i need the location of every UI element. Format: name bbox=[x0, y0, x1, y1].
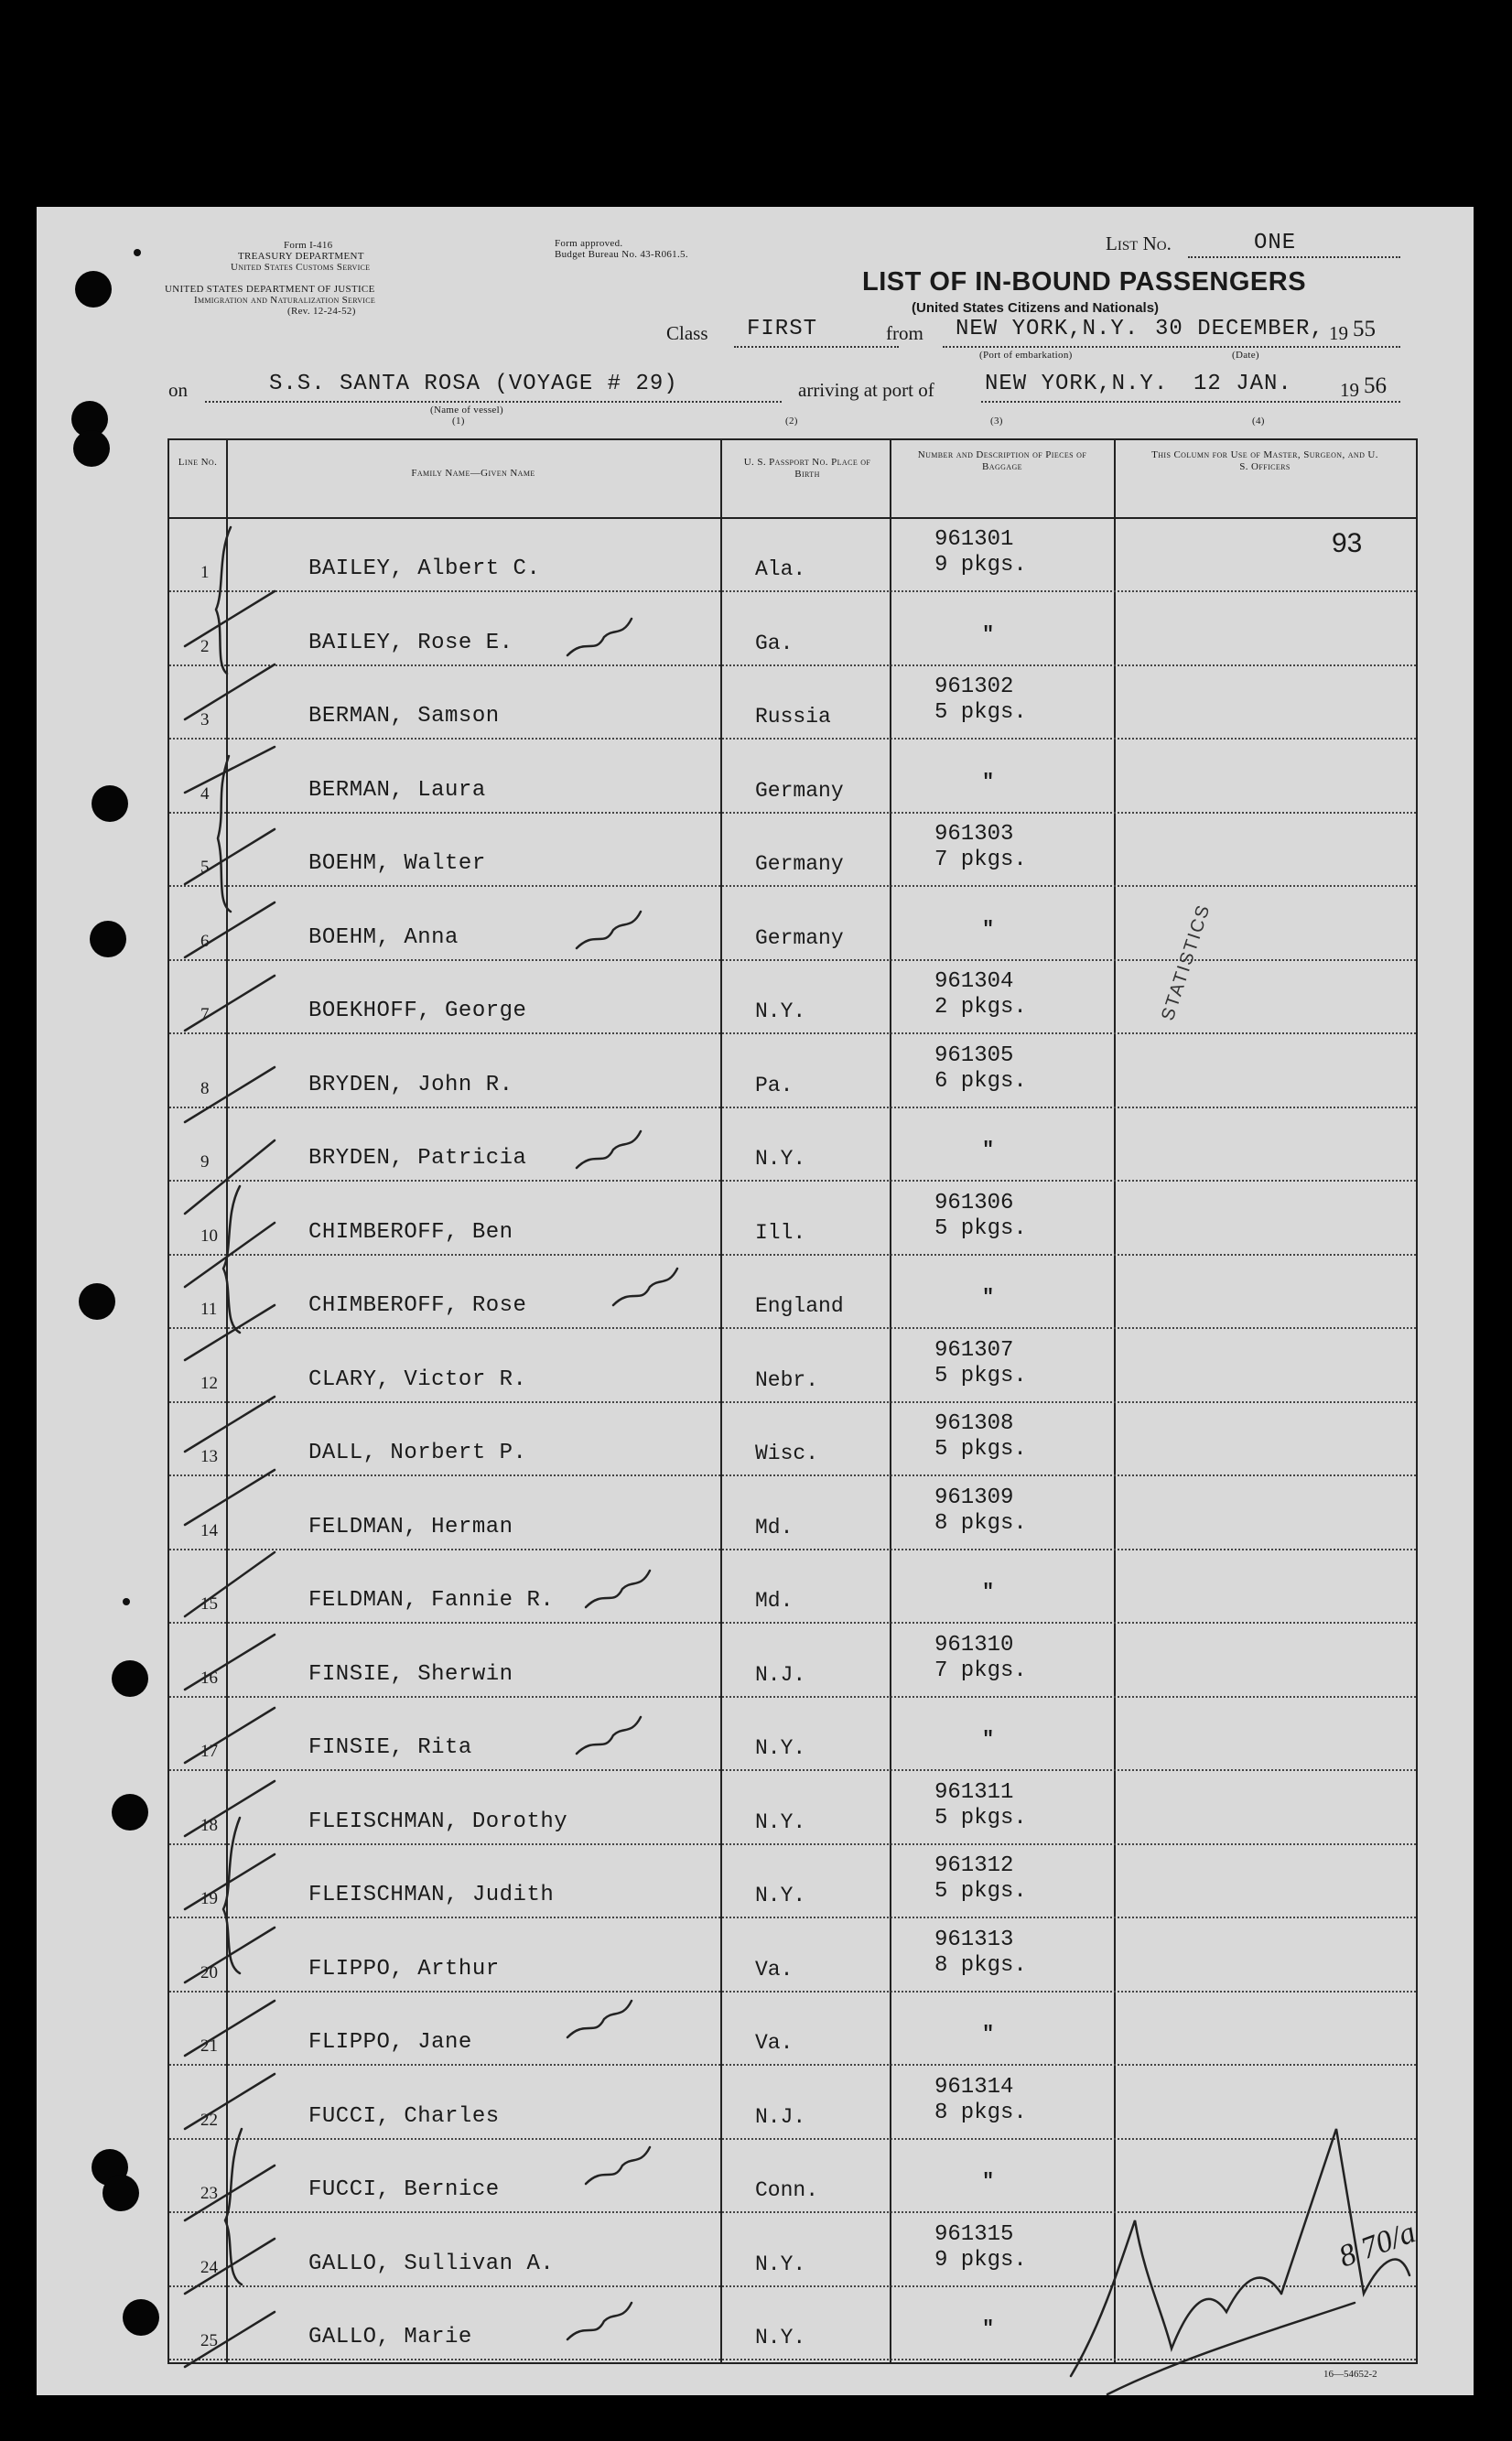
list-no-label: List No. bbox=[1106, 232, 1172, 254]
passenger-name: FLEISCHMAN, Judith bbox=[308, 1883, 555, 1907]
arrival-date: 12 JAN. bbox=[1193, 372, 1292, 396]
passenger-name: CHIMBEROFF, Rose bbox=[308, 1293, 527, 1318]
col-header-officers: This Column for Use of Master, Surgeon, and U. S. Officers bbox=[1151, 449, 1378, 472]
place-of-birth: N.Y. bbox=[755, 2326, 806, 2349]
passenger-name: CHIMBEROFF, Ben bbox=[308, 1219, 513, 1245]
line-number: 23 bbox=[200, 2184, 218, 2203]
from-year-prefix: 19 bbox=[1329, 322, 1348, 344]
place-of-birth: N.J. bbox=[755, 1662, 806, 1687]
baggage-number: 961313 bbox=[934, 1927, 1014, 1952]
place-of-birth: N.Y. bbox=[755, 999, 806, 1023]
place-of-birth: Germany bbox=[755, 925, 844, 950]
line-number: 7 bbox=[200, 1005, 210, 1024]
baggage-description: 5 pkgs. bbox=[934, 1879, 1027, 1904]
place-of-birth: Pa. bbox=[755, 1073, 794, 1097]
baggage-number: 961314 bbox=[934, 2074, 1014, 2100]
line-number: 21 bbox=[200, 2036, 218, 2056]
passenger-name: FUCCI, Charles bbox=[308, 2103, 500, 2129]
place-of-birth: Md. bbox=[755, 1515, 794, 1539]
line-number: 6 bbox=[200, 931, 210, 951]
baggage-number: 961312 bbox=[934, 1853, 1014, 1878]
handwriting-marks bbox=[37, 207, 1474, 2395]
from-port: NEW YORK,N.Y. bbox=[956, 317, 1139, 341]
col-header-passport: U. S. Passport No. Place of Birth bbox=[743, 457, 871, 480]
caption-1: (1) bbox=[452, 416, 465, 427]
place-of-birth: Germany bbox=[755, 778, 844, 803]
customs-service: United States Customs Service bbox=[231, 262, 371, 273]
baggage-description: 9 pkgs. bbox=[934, 2247, 1027, 2273]
baggage-description: 7 pkgs. bbox=[934, 1658, 1027, 1683]
baggage-number: 961315 bbox=[934, 2221, 1014, 2247]
passenger-name: DALL, Norbert P. bbox=[308, 1441, 527, 1465]
officer-number: 93 bbox=[1332, 528, 1363, 558]
place-of-birth: Va. bbox=[755, 1957, 794, 1982]
passenger-name: FINSIE, Rita bbox=[308, 1735, 472, 1760]
bracket-mark bbox=[223, 1186, 240, 1333]
line-number: 24 bbox=[200, 2257, 218, 2277]
place-of-birth: N.Y. bbox=[755, 1147, 806, 1171]
line-number: 16 bbox=[200, 1668, 218, 1688]
arrival-year-prefix: 19 bbox=[1340, 379, 1359, 401]
col-header-line-no: Line No. bbox=[178, 457, 218, 468]
form-approved: Form approved. bbox=[555, 238, 623, 249]
vessel-name: S.S. SANTA ROSA (VOYAGE # 29) bbox=[269, 372, 678, 396]
baggage-description: 2 pkgs. bbox=[934, 995, 1027, 1020]
place-of-birth: N.J. bbox=[755, 2104, 806, 2129]
ditto-mark: " bbox=[982, 1139, 995, 1161]
baggage-number: 961301 bbox=[934, 527, 1014, 552]
ditto-mark: " bbox=[982, 917, 995, 941]
caption-3: (3) bbox=[990, 416, 1003, 427]
place-of-birth: Nebr. bbox=[755, 1367, 819, 1392]
ditto-mark: " bbox=[982, 622, 995, 646]
place-of-birth: Md. bbox=[755, 1589, 794, 1613]
margin-note: 8 70/a bbox=[1334, 2215, 1420, 2274]
place-of-birth: N.Y. bbox=[755, 1736, 806, 1760]
page-subtitle: (United States Citizens and Nationals) bbox=[912, 300, 1160, 316]
arriving-label: arriving at port of bbox=[798, 379, 934, 401]
passenger-name: CLARY, Victor R. bbox=[308, 1366, 527, 1392]
ins-service: Immigration and Naturalization Service bbox=[194, 295, 376, 306]
from-year: 55 bbox=[1353, 317, 1376, 341]
line-number: 3 bbox=[200, 710, 210, 729]
baggage-description: 5 pkgs. bbox=[934, 700, 1027, 725]
baggage-description: 5 pkgs. bbox=[934, 1215, 1027, 1241]
passenger-name: BERMAN, Samson bbox=[308, 704, 500, 729]
baggage-description: 5 pkgs. bbox=[934, 1363, 1027, 1388]
passenger-name: BRYDEN, Patricia bbox=[308, 1146, 527, 1171]
baggage-description: 7 pkgs. bbox=[934, 848, 1027, 872]
line-number: 2 bbox=[200, 636, 210, 656]
place-of-birth: N.Y. bbox=[755, 2252, 806, 2276]
dept-treasury: TREASURY DEPARTMENT bbox=[238, 251, 364, 262]
place-of-birth: England bbox=[755, 1294, 844, 1318]
on-label: on bbox=[168, 379, 188, 401]
ditto-mark: " bbox=[982, 1581, 995, 1604]
arrival-port: NEW YORK,N.Y. bbox=[985, 372, 1169, 396]
ditto-mark: " bbox=[982, 1728, 995, 1751]
place-of-birth: Conn. bbox=[755, 2178, 819, 2202]
dept-justice: UNITED STATES DEPARTMENT OF JUSTICE bbox=[165, 284, 375, 295]
bracket-mark bbox=[218, 756, 231, 912]
baggage-description: 5 pkgs. bbox=[934, 1805, 1027, 1831]
footer-code: 16—54652-2 bbox=[1323, 2369, 1377, 2380]
baggage-number: 961310 bbox=[934, 1632, 1014, 1658]
line-number: 22 bbox=[200, 2110, 218, 2130]
line-number: 25 bbox=[200, 2331, 218, 2350]
passenger-name: BOEKHOFF, George bbox=[308, 999, 527, 1023]
place-of-birth: Ga. bbox=[755, 631, 794, 655]
place-of-birth: Ala. bbox=[755, 557, 806, 581]
ditto-mark: " bbox=[982, 2170, 995, 2193]
passenger-name: FLIPPO, Jane bbox=[308, 2030, 472, 2055]
class-value: FIRST bbox=[747, 317, 818, 341]
line-number: 17 bbox=[200, 1742, 218, 1761]
baggage-number: 961303 bbox=[934, 822, 1014, 847]
caption-2: (2) bbox=[785, 416, 798, 427]
baggage-description: 6 pkgs. bbox=[934, 1068, 1027, 1094]
baggage-number: 961309 bbox=[934, 1485, 1014, 1510]
passenger-name: FINSIE, Sherwin bbox=[308, 1661, 513, 1687]
from-label: from bbox=[886, 322, 923, 344]
baggage-number: 961302 bbox=[934, 675, 1014, 699]
line-number: 10 bbox=[200, 1226, 218, 1246]
passenger-name: BOEHM, Anna bbox=[308, 924, 459, 950]
ditto-mark: " bbox=[982, 770, 995, 794]
baggage-number: 961311 bbox=[934, 1779, 1014, 1805]
col-header-name: Family Name—Given Name bbox=[411, 468, 535, 479]
line-number: 15 bbox=[200, 1594, 218, 1614]
baggage-number: 961307 bbox=[934, 1337, 1014, 1363]
bracket-mark bbox=[216, 527, 231, 674]
passenger-name: FLEISCHMAN, Dorothy bbox=[308, 1809, 568, 1834]
ditto-mark: " bbox=[982, 2317, 995, 2340]
line-number: 18 bbox=[200, 1815, 218, 1835]
line-number: 20 bbox=[200, 1962, 218, 1982]
passenger-name: FELDMAN, Fannie R. bbox=[308, 1588, 555, 1613]
passenger-name: FLIPPO, Arthur bbox=[308, 1956, 500, 1982]
baggage-description: 8 pkgs. bbox=[934, 1510, 1027, 1536]
place-of-birth: Wisc. bbox=[755, 1442, 819, 1465]
port-caption: (Port of embarkation) bbox=[979, 350, 1073, 361]
ditto-mark: " bbox=[982, 2023, 995, 2046]
manifest-sheet bbox=[37, 207, 1474, 2395]
passenger-name: FUCCI, Bernice bbox=[308, 2177, 500, 2202]
passenger-name: GALLO, Marie bbox=[308, 2325, 472, 2349]
baggage-number: 961306 bbox=[934, 1190, 1014, 1215]
passenger-name: BAILEY, Albert C. bbox=[308, 556, 541, 581]
ditto-mark: " bbox=[982, 1286, 995, 1309]
statistics-stamp: STATISTICS bbox=[1158, 901, 1215, 1023]
from-date: 30 DECEMBER, bbox=[1155, 317, 1324, 341]
place-of-birth: Ill. bbox=[755, 1220, 806, 1245]
line-number: 14 bbox=[200, 1520, 218, 1540]
line-number: 1 bbox=[200, 563, 210, 582]
col-header-baggage: Number and Description of Pieces of Baggage bbox=[917, 449, 1087, 472]
passenger-name: FELDMAN, Herman bbox=[308, 1514, 513, 1539]
place-of-birth: Russia bbox=[755, 705, 831, 729]
baggage-description: 8 pkgs. bbox=[934, 1952, 1027, 1978]
baggage-number: 961305 bbox=[934, 1042, 1014, 1068]
place-of-birth: N.Y. bbox=[755, 1884, 806, 1907]
date-caption: (Date) bbox=[1232, 350, 1259, 361]
place-of-birth: N.Y. bbox=[755, 1809, 806, 1834]
passenger-name: BAILEY, Rose E. bbox=[308, 630, 513, 655]
passenger-name: BRYDEN, John R. bbox=[308, 1072, 513, 1097]
class-label: Class bbox=[666, 322, 708, 344]
form-revision: (Rev. 12-24-52) bbox=[287, 306, 356, 317]
budget-bureau: Budget Bureau No. 43-R061.5. bbox=[555, 249, 688, 260]
line-number: 12 bbox=[200, 1373, 218, 1393]
place-of-birth: Germany bbox=[755, 852, 844, 876]
baggage-description: 8 pkgs. bbox=[934, 2100, 1027, 2125]
line-number: 11 bbox=[200, 1300, 218, 1319]
baggage-description: 5 pkgs. bbox=[934, 1437, 1027, 1462]
baggage-number: 961304 bbox=[934, 969, 1014, 994]
line-number: 5 bbox=[200, 858, 210, 877]
arrival-year: 56 bbox=[1364, 373, 1387, 398]
passenger-name: GALLO, Sullivan A. bbox=[308, 2251, 555, 2276]
line-number: 4 bbox=[200, 783, 210, 804]
line-number: 8 bbox=[200, 1078, 210, 1098]
place-of-birth: Va. bbox=[755, 2031, 794, 2055]
vessel-caption: (Name of vessel) bbox=[430, 405, 503, 416]
list-no-value: ONE bbox=[1254, 231, 1297, 255]
line-number: 13 bbox=[200, 1447, 218, 1466]
line-number: 19 bbox=[200, 1889, 218, 1908]
form-number: Form I-416 bbox=[284, 240, 333, 251]
page-title: LIST OF IN-BOUND PASSENGERS bbox=[862, 267, 1307, 297]
line-number: 9 bbox=[200, 1152, 210, 1172]
passenger-name: BOEHM, Walter bbox=[308, 851, 486, 876]
passenger-name: BERMAN, Laura bbox=[308, 777, 486, 803]
caption-4: (4) bbox=[1252, 416, 1265, 427]
baggage-description: 9 pkgs. bbox=[934, 553, 1027, 578]
baggage-number: 961308 bbox=[934, 1411, 1014, 1436]
